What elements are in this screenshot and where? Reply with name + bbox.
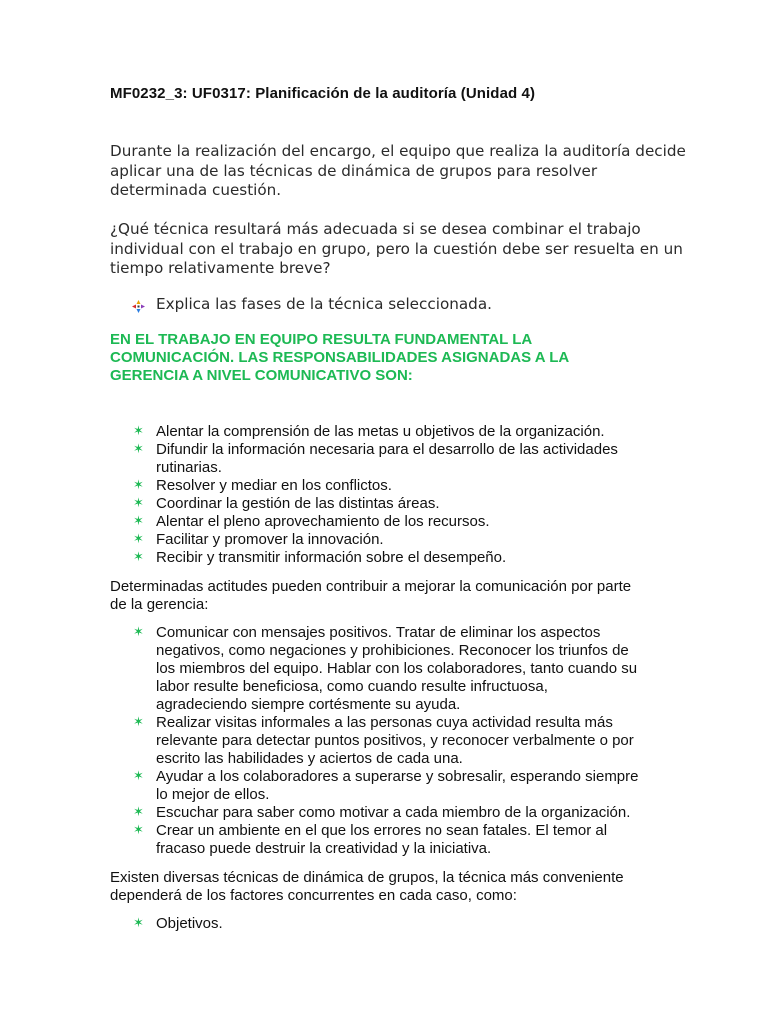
green-asterisk-icon: ✶ [133,715,144,730]
list-item-line: Resolver y mediar en los conflictos. [156,477,392,494]
green-asterisk-icon: ✶ [133,478,144,493]
list-item-line: Escuchar para saber como motivar a cada miembro de la organización. [156,804,631,821]
text-line: Existen diversas técnicas de dinámica de grupos, la técnica más conveniente [110,869,624,886]
text-line: tiempo relativamente breve? [110,259,331,277]
text-line: Durante la realización del encargo, el equipo que realiza la auditoría decide [110,142,686,160]
attitudes-paragraph [110,578,670,614]
list-item-line: labor resulte beneficiosa, como cuando resulte infructuosa, [156,678,548,695]
green-asterisk-icon: ✶ [133,442,144,457]
list-item [133,624,639,714]
green-asterisk-icon: ✶ [133,496,144,511]
list-item-line: Ayudar a los colaboradores a superarse y sobresalir, esperando siempre [156,768,639,785]
list-item [133,477,618,495]
text-line: dependerá de los factores concurrentes en cada caso, como: [110,887,517,904]
list-item-line: escrito las habilidades y aciertos de cada una. [156,750,463,767]
list-item-line: agradeciendo siempre cortésmente su ayuda. [156,696,461,713]
text-line: Determinadas actitudes pueden contribuir a mejorar la comunicación por parte [110,578,632,595]
list-item-line: Coordinar la gestión de las distintas áreas. [156,495,440,512]
list-item [133,549,618,567]
text-line: determinada cuestión. [110,181,282,199]
list-item-line: Facilitar y promover la innovación. [156,531,384,548]
green-asterisk-icon: ✶ [133,916,144,931]
list-item-line: negativos, como negaciones y prohibiciones. Reconocer los triunfos de [156,642,629,659]
green-asterisk-icon: ✶ [133,805,144,820]
green-asterisk-icon: ✶ [133,625,144,640]
heading-line: GERENCIA A NIVEL COMUNICATIVO SON: [110,367,413,384]
attitudes-list [133,624,639,858]
text-line: ¿Qué técnica resultará más adecuada si se desea combinar el trabajo [110,220,641,238]
fase-list-item [132,295,492,313]
responsibilities-list [133,423,618,567]
list-item [133,441,618,477]
list-item-line: Realizar visitas informales a las personas cuya actividad resulta más [156,714,613,731]
list-item-line: Alentar el pleno aprovechamiento de los recursos. [156,513,490,530]
list-item-line: rutinarias. [156,459,222,476]
green-asterisk-icon: ✶ [133,550,144,565]
green-asterisk-icon: ✶ [133,532,144,547]
heading-line: EN EL TRABAJO EN EQUIPO RESULTA FUNDAMENTAL LA [110,331,533,348]
intro-paragraph [110,142,686,201]
list-item [133,714,639,768]
list-item [133,804,639,822]
green-asterisk-icon: ✶ [133,514,144,529]
colored-arrows-icon [132,299,145,312]
text-line: aplicar una de las técnicas de dinámica de grupos para resolver [110,161,598,180]
green-section-heading [110,331,670,385]
list-item-line: lo mejor de ellos. [156,786,270,803]
list-item-line: los miembros del equipo. Hablar con los colaboradores, tanto cuando su [156,660,638,677]
heading-line: COMUNICACIÓN. LAS RESPONSABILIDADES ASIGNADAS A LA [110,349,570,366]
green-asterisk-icon: ✶ [133,424,144,439]
list-item [133,531,618,549]
list-item-line: fracaso puede destruir la creatividad y la iniciativa. [156,840,492,857]
list-item [133,423,618,441]
page-title: MF0232_3: UF0317: Planificación de la auditoría (Unidad 4) [110,85,536,102]
list-item-line: Alentar la comprensión de las metas u objetivos de la organización. [156,423,605,440]
question-paragraph [110,220,683,279]
text-line: individual con el trabajo en grupo, pero la cuestión debe ser resuelta en un [110,239,683,258]
text-line: de la gerencia: [110,596,209,613]
list-item-line: Comunicar con mensajes positivos. Tratar de eliminar los aspectos [156,624,601,641]
list-item [133,513,618,531]
fase-text: Explica las fases de la técnica seleccionada. [156,295,492,313]
green-asterisk-icon: ✶ [133,823,144,838]
list-item [133,915,223,933]
green-asterisk-icon: ✶ [133,769,144,784]
techniques-paragraph [110,869,670,905]
list-item-line: Recibir y transmitir información sobre el desempeño. [156,549,507,566]
list-item-line: relevante para detectar puntos positivos, y reconocer verbalmente o por [156,732,634,749]
list-item-line: Objetivos. [156,915,223,932]
list-item [133,768,639,804]
list-item-line: Crear un ambiente en el que los errores no sean fatales. El temor al [156,822,608,839]
factors-list [133,915,223,933]
list-item [133,822,639,858]
list-item-line: Difundir la información necesaria para el desarrollo de las actividades [156,441,618,458]
list-item [133,495,618,513]
